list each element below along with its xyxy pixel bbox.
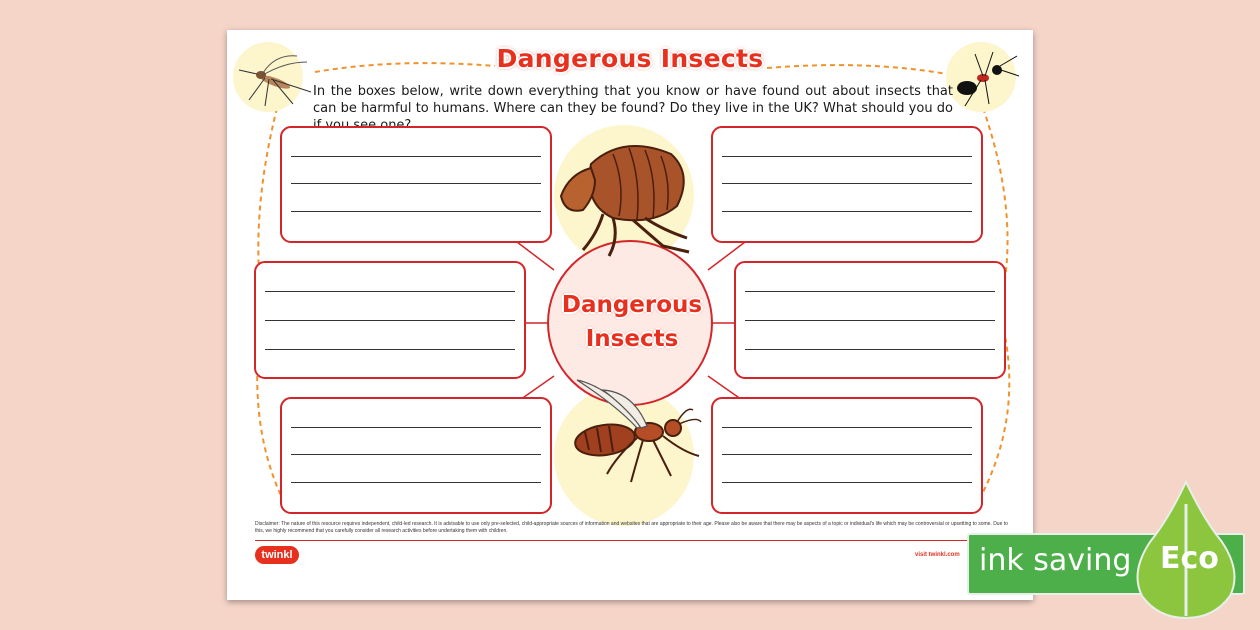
writing-line xyxy=(291,454,541,455)
footer-divider xyxy=(255,540,1005,541)
writing-line xyxy=(745,349,995,350)
writing-line xyxy=(745,291,995,292)
writing-line xyxy=(722,183,972,184)
center-title-line2: Insects xyxy=(585,326,679,352)
writing-line xyxy=(265,320,515,321)
twinkl-logo: twinkl xyxy=(255,546,299,564)
writing-box-bottom-left[interactable] xyxy=(280,397,552,514)
center-title xyxy=(547,288,717,356)
writing-line xyxy=(722,211,972,212)
worksheet-page xyxy=(227,30,1033,600)
ink-saving-label: ink saving xyxy=(979,543,1132,578)
writing-line xyxy=(722,156,972,157)
writing-line xyxy=(745,320,995,321)
worksheet-title: Dangerous Insects xyxy=(496,44,764,73)
writing-box-middle-left[interactable] xyxy=(254,261,526,379)
writing-line xyxy=(722,482,972,483)
writing-line xyxy=(265,291,515,292)
writing-box-middle-right[interactable] xyxy=(734,261,1006,379)
writing-box-top-right[interactable] xyxy=(711,126,983,243)
writing-line xyxy=(722,454,972,455)
writing-line xyxy=(265,349,515,350)
instructions-text: In the boxes below, write down everything that you know or have found out about insects that can be harmful to humans. Where can they be found? Do they live in the UK? What should you do xyxy=(313,84,953,116)
center-title-line1: Dangerous xyxy=(561,292,703,318)
writing-box-bottom-right[interactable] xyxy=(711,397,983,514)
writing-box-top-left[interactable] xyxy=(280,126,552,243)
writing-line xyxy=(291,482,541,483)
writing-line xyxy=(291,183,541,184)
writing-line xyxy=(291,156,541,157)
writing-line xyxy=(722,427,972,428)
writing-line xyxy=(291,211,541,212)
visit-link[interactable]: visit twinkl.com xyxy=(915,552,960,558)
writing-line xyxy=(291,427,541,428)
wasp-icon xyxy=(567,376,707,491)
disclaimer-text: Disclaimer: The nature of this resource requires independent, child-led research. It is advisable to use only pre-selected, child-appropriate sources of information and websites that are appropriate to their age. Please also be aware that there may be aspects of a topic or individual's life which may be controversial or upsetting to some. Due to this, we highly recommend that you carefully consider all research activities before undertaking them with children. xyxy=(255,521,1008,534)
eco-badge-label: Eco xyxy=(1160,541,1219,576)
flea-icon xyxy=(553,134,703,259)
